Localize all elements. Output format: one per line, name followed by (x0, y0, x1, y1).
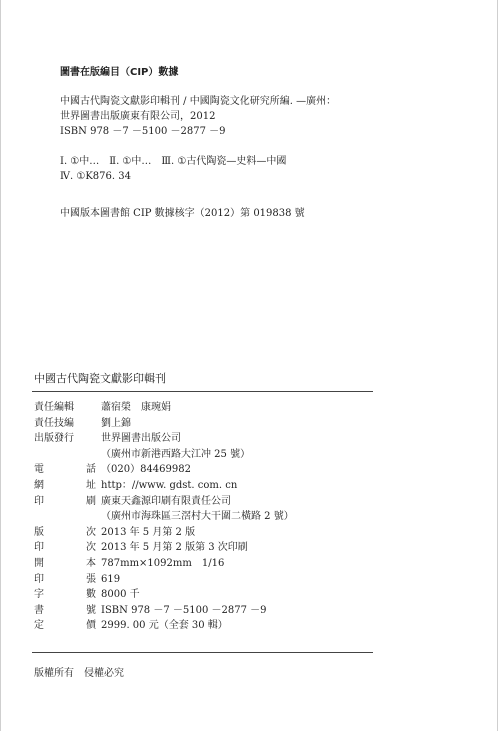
credit-label-char: 價 (86, 620, 96, 631)
credit-label-char: 字 (34, 589, 44, 600)
credit-label: 責任編輯 (34, 402, 74, 413)
credit-value: 2013 年 5 月第 2 版 (101, 527, 196, 538)
credit-label-char: 定 (34, 620, 44, 631)
credit-value: 2013 年 5 月第 2 版第 3 次印刷 (101, 542, 248, 553)
credit-value: 2999. 00 元（全套 30 輯） (101, 620, 228, 631)
credit-value: （廣州市新港西路大江冲 25 號） (101, 449, 251, 460)
credit-label: 出版發行 (34, 433, 74, 444)
credit-label-char: 址 (86, 480, 96, 491)
credit-label-char: 開 (34, 558, 44, 569)
credit-value: 619 (101, 574, 121, 585)
cip-classification-1: Ⅰ. ①中… Ⅱ. ①中… Ⅲ. ①古代陶瓷—史料—中國 (60, 156, 287, 167)
credit-value: http：//www. gdst. com. cn (101, 480, 238, 491)
credit-value: 廣東天鑫源印刷有限責任公司 (101, 496, 231, 507)
credit-label-char: 刷 (86, 496, 96, 507)
credit-label (34, 464, 96, 476)
credit-label (34, 542, 96, 554)
credit-label-char: 數 (86, 589, 96, 600)
credit-value: 世界圖書出版公司 (101, 433, 181, 444)
credit-label (34, 620, 96, 632)
credit-label-char: 版 (34, 527, 44, 538)
credit-label-char: 印 (34, 574, 44, 585)
cip-heading: 圖書在版編目（CIP）數據 (60, 67, 179, 78)
credit-label (34, 574, 96, 586)
credit-value: （廣州市海珠區三滘村大干圍二橫路 2 號） (101, 511, 294, 522)
credit-value: （020）84469982 (101, 464, 191, 475)
footer-divider (32, 652, 373, 653)
credit-label-char: 本 (86, 558, 96, 569)
credit-label-char: 張 (86, 574, 96, 585)
credit-label-char: 話 (86, 464, 96, 475)
credit-label-char: 次 (86, 542, 96, 553)
credit-label (34, 480, 96, 492)
credit-label-char: 電 (34, 464, 44, 475)
credit-label-char: 印 (34, 496, 44, 507)
credit-label-char: 印 (34, 542, 44, 553)
cip-data-number: 中國版本圖書館 CIP 數據核字（2012）第 019838 號 (60, 208, 305, 219)
credit-label (34, 527, 96, 539)
credit-label: 責任技編 (34, 418, 74, 429)
credit-label (34, 558, 96, 570)
credit-label (34, 496, 96, 508)
credit-value: 787mm×1092mm 1/16 (101, 558, 225, 569)
cip-isbn: ISBN 978 －7 －5100 －2877 －9 (60, 126, 226, 137)
credit-label-char: 書 (34, 605, 44, 616)
credit-label-char: 網 (34, 480, 44, 491)
credit-label-char: 次 (86, 527, 96, 538)
rights-notice: 版權所有 侵權必究 (34, 668, 124, 679)
credit-label (34, 589, 96, 601)
cip-classification-2: Ⅳ. ①K876. 34 (60, 171, 131, 182)
title-divider (32, 391, 373, 392)
credit-value: ISBN 978 －7 －5100 －2877 －9 (101, 605, 267, 616)
credit-label (34, 605, 96, 617)
credit-value: 8000 千 (101, 589, 140, 600)
page-left-edge (0, 0, 1, 731)
cip-line-2: 世界圖書出版廣東有限公司，2012 (60, 111, 216, 122)
credit-label-char: 號 (86, 605, 96, 616)
credit-value: 劉上錦 (101, 418, 131, 429)
cip-line-1: 中國古代陶瓷文獻影印輯刊 / 中國陶瓷文化研究所編. —廣州： (60, 96, 337, 107)
credit-value: 蕭宿榮 康琬娟 (101, 402, 171, 413)
book-title: 中國古代陶瓷文獻影印輯刊 (34, 372, 166, 385)
